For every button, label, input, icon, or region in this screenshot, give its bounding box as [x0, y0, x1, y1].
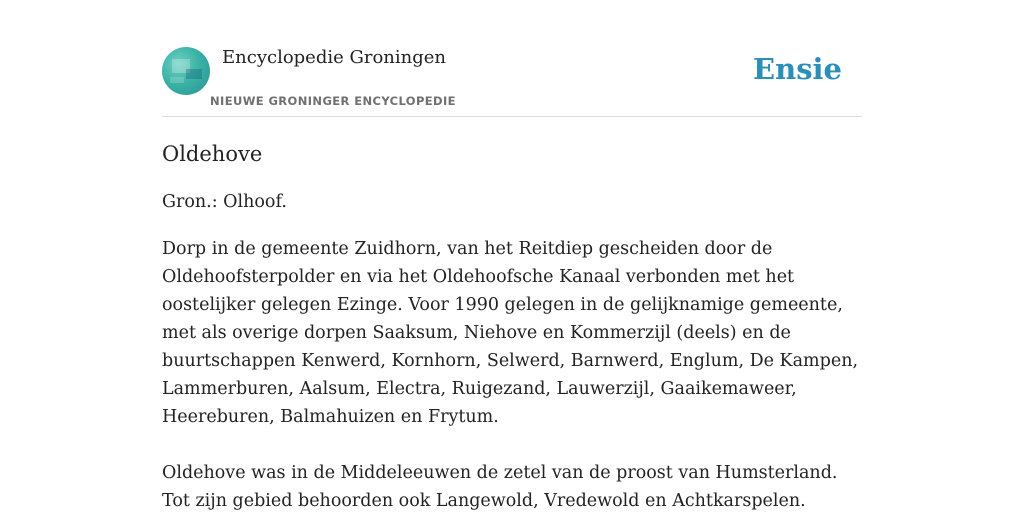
article-paragraph: Oldehove was in de Middeleeuwen de zetel van de proost van Humsterland. Tot zijn gebied behoorden ook Langewold, Vredewold en Achtkarspelen. — [162, 463, 838, 511]
article-alt-name: Gron.: Olhoof. — [162, 192, 287, 212]
site-logo-icon[interactable] — [162, 47, 210, 95]
site-title-link[interactable]: Encyclopedie Groningen — [222, 47, 447, 68]
site-header — [162, 0, 862, 117]
site-subtitle: NIEUWE GRONINGER ENCYCLOPEDIE — [210, 94, 456, 108]
article-title: Oldehove — [162, 142, 263, 166]
article — [162, 138, 862, 512]
article-paragraph: Dorp in de gemeente Zuidhorn, van het Reitdiep gescheiden door de Oldehoofsterpolder en via het Oldehoofsche Kanaal verbonden met het oostelijker gelegen Ezinge. Voor 1990 gelegen in de gelijknamige gemeente, met als overige dorpen Saaksum, Niehove en Kommerzijl (deels) en de buurtschappen Kenwerd, Kornhorn, Selwerd, Barnwerd, Englum, De Kampen, Lammerburen, Aalsum, Electra, Ruigezand, Lauwerzijl, Gaaikemaweer, Heereburen, Balmahuizen en Frytum. — [162, 239, 859, 427]
ensie-brand-link[interactable]: Ensie — [753, 52, 842, 86]
